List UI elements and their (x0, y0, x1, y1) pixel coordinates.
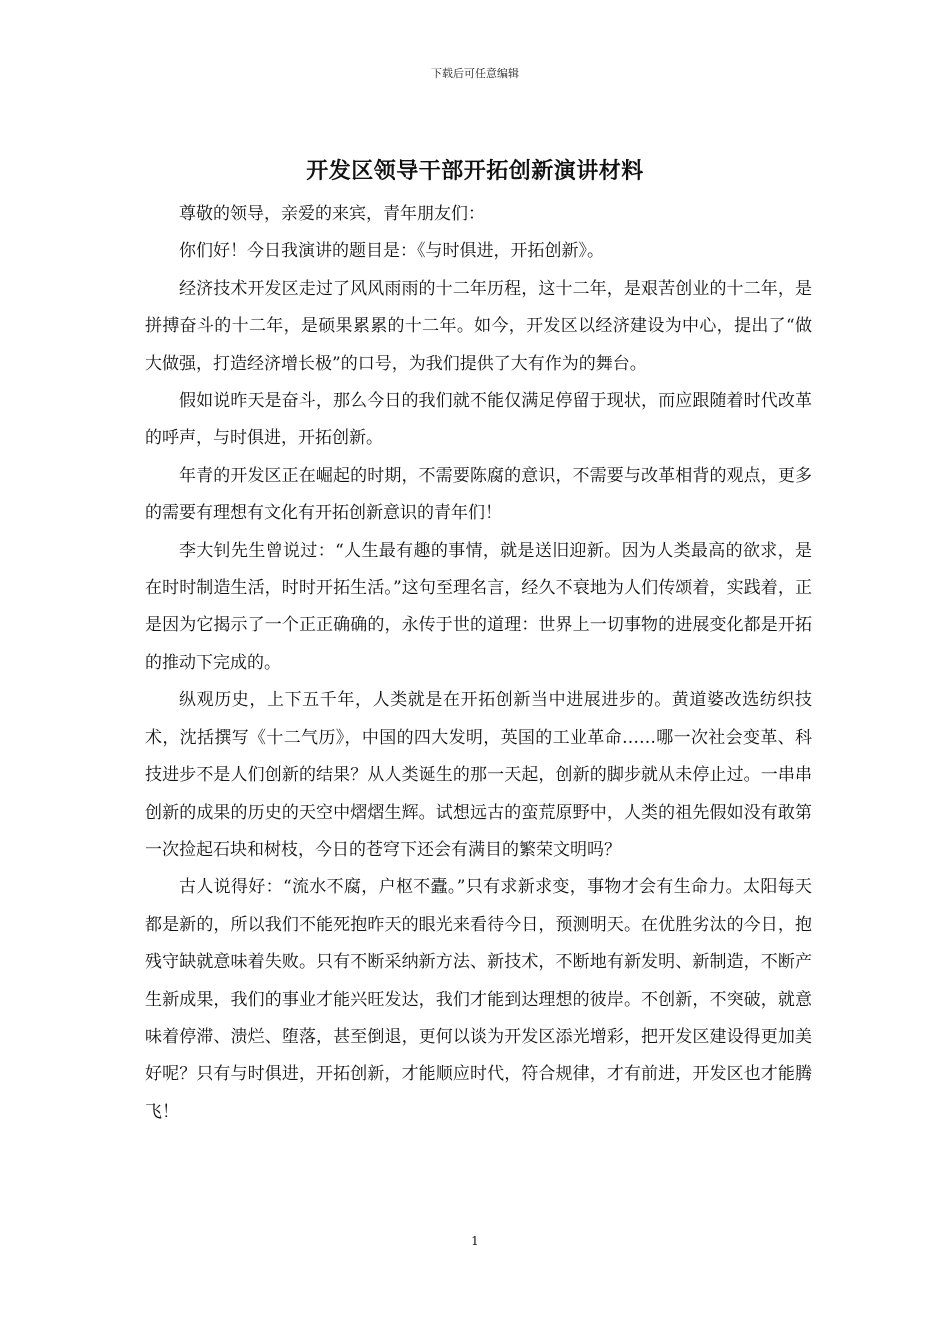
paragraph: 古人说得好：“流水不腐，户枢不蠹。”只有求新求变，事物才会有生命力。太阳每天都是新的，所以我们不能死抱昨天的眼光来看待今日，预测明天。在优胜劣汰的今日，抱残守缺就意味着失败。只有不断采纳新方法、新技术，不断地有新发明、新制造，不断产生新成果，我们的事业才能兴旺发达，我们才能到达理想的彼岸。不创新，不突破，就意味着停滞、溃烂、堕落，甚至倒退，更何以谈为开发区添光增彩，把开发区建设得更加美好呢？只有与时俱进，开拓创新，才能顺应时代，符合规律，才有前进，开发区也才能腾飞！ (145, 877, 812, 1122)
paragraph: 年青的开发区正在崛起的时期，不需要陈腐的意识，不需要与改革相背的观点，更多的需要有理想有文化有开拓创新意识的青年们！ (145, 465, 812, 524)
paragraph: 经济技术开发区走过了风风雨雨的十二年历程，这十二年，是艰苦创业的十二年，是拼搏奋斗的十二年，是硕果累累的十二年。如今，开发区以经济建设为中心，提出了“做大做强，打造经济增长极”的口号，为我们提供了大有作为的舞台。 (145, 278, 812, 374)
header-note: 下载后可任意编辑 (431, 67, 519, 80)
paragraph-greeting: 尊敬的领导，亲爱的来宾，青年朋友们： (179, 204, 485, 224)
paragraph: 假如说昨天是奋斗，那么今日的我们就不能仅满足停留于现状，而应跟随着时代改革的呼声，与时俱进，开拓创新。 (145, 391, 812, 449)
document-title: 开发区领导干部开拓创新演讲材料 (306, 158, 644, 184)
paragraph: 李大钊先生曾说过：“人生最有趣的事情，就是送旧迎新。因为人类最高的欲求，是在时时制造生活，时时开拓生活。”这句至理名言，经久不衰地为人们传颂着，实践着，正是因为它揭示了一个正正确确的，永传于世的道理：世界上一切事物的进展变化都是开拓的推动下完成的。 (145, 540, 812, 673)
document-body (145, 196, 812, 1131)
paragraph-intro: 你们好！今日我演讲的题目是：《与时俱进，开拓创新》。 (179, 241, 604, 262)
paragraph: 纵观历史，上下五千年，人类就是在开拓创新当中进展进步的。黄道婆改选纺织技术，沈括撰写《十二气历》，中国的四大发明，英国的工业革命……哪一次社会变革、科技进步不是人们创新的结果？从人类诞生的那一天起，创新的脚步就从未停止过。一串串创新的成果的历史的天空中熠熠生辉。试想远古的蛮荒原野中，人类的祖先假如没有敢第一次捡起石块和树枝，今日的苍穹下还会有满目的繁荣文明吗？ (145, 690, 812, 860)
page-number: 1 (471, 1234, 479, 1248)
